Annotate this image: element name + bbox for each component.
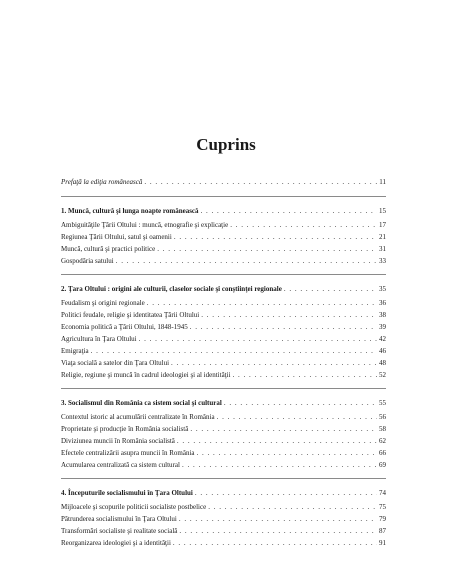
toc-chapter [61,488,386,498]
toc-entry-page: 17 [379,221,386,229]
toc-leader-dots [157,244,377,254]
toc-leader-dots [233,370,377,380]
toc-entry-page: 79 [379,515,386,523]
toc-entry [61,514,386,526]
toc-chapter [61,206,386,216]
chapter-divider [61,274,386,275]
toc-preface-label: Prefaţă la ediţia românească [61,178,143,186]
toc-entry [61,322,386,334]
toc-entry-page: 56 [379,413,386,421]
toc-leader-dots [139,334,377,344]
toc-leader-dots [201,310,377,320]
toc-leader-dots [173,538,377,548]
toc-entry-page: 33 [379,257,386,265]
toc-leader-dots [177,436,377,446]
toc-entry-label: Muncă, cultură şi practici politice [61,245,156,253]
toc-leader-dots [217,412,377,422]
toc-entry-page: 38 [379,311,386,319]
toc-entry-label: Efectele centralizării asupra muncii în România [61,449,195,457]
chapter-divider [61,478,386,479]
toc-entry-label: Contextul istoric al acumulării centralizate în România [61,413,215,421]
toc-leader-dots [208,502,377,512]
toc-entry [61,220,386,232]
toc-entry [61,334,386,346]
toc-leader-dots [190,424,377,434]
toc-entry [61,298,386,310]
toc-entry-page: 75 [379,503,386,511]
toc-entry-page: 39 [379,323,386,331]
toc-entry [61,460,386,472]
toc-leader-dots [230,220,377,230]
toc-entry-label: Politici feudale, religie şi identitatea Ţării Oltului [61,311,200,319]
toc-entry-label: Religie, regiune şi muncă în cadrul ideologiei şi al identităţii [61,371,231,379]
toc-leader-dots [147,298,377,308]
toc-chapter-page: 15 [379,207,386,215]
toc-leader-dots [91,346,377,356]
page-title: Cuprins [196,135,256,154]
toc-entry-page: 91 [379,539,386,547]
toc-entry-label: Viaţa socială a satelor din Ţara Oltului [61,359,170,367]
toc-entry-page: 31 [379,245,386,253]
toc-entry [61,448,386,460]
toc-leader-dots [174,232,377,242]
toc-leader-dots [284,284,377,294]
toc-entry-page: 48 [379,359,386,367]
toc-chapter-label: 1. Muncă, cultură şi lunga noapte românească [61,207,199,215]
toc-entry-label: Acumularea centralizată ca sistem cultural [61,461,180,469]
toc-leader-dots [201,206,377,216]
toc-entry-label: Transformări socialiste şi realitate socială [61,527,178,535]
toc-entry [61,310,386,322]
toc-entry-page: 36 [379,299,386,307]
toc-chapter-label: 2. Ţara Oltului : origini ale culturii, claselor sociale şi conştiinţei regionale [61,285,282,293]
toc-entry-page: 46 [379,347,386,355]
toc-leader-dots [171,358,377,368]
toc-entry [61,436,386,448]
toc-entry-label: Gospodăria satului [61,257,114,265]
toc-leader-dots [179,526,377,536]
toc-entry [61,232,386,244]
toc-entry-label: Diviziunea muncii în România socialistă [61,437,175,445]
toc-entry-page: 58 [379,425,386,433]
toc-entry [61,256,386,268]
toc-leader-dots [190,322,377,332]
chapter-divider [61,196,386,197]
toc-entry-page: 21 [379,233,386,241]
toc-leader-dots [197,448,377,458]
toc-chapter [61,284,386,294]
toc-leader-dots [224,398,377,408]
toc-leader-dots [195,488,377,498]
toc-entry [61,424,386,436]
toc-chapter-label: 3. Socialismul din România ca sistem social şi cultural [61,399,222,407]
toc-entry-page: 52 [379,371,386,379]
toc-entry-page: 42 [379,335,386,343]
toc-leader-dots [116,256,377,266]
toc-entry [61,502,386,514]
toc-preface-page: 11 [379,178,386,186]
toc-leader-dots [179,514,377,524]
toc-chapter-label: 4. Începuturile socialismului în Ţara Oltului [61,489,193,497]
toc-entry-label: Reorganizarea ideologiei şi a identităţii [61,539,171,547]
toc-entry [61,538,386,550]
toc-entry-label: Ambiguităţile Ţării Oltului : muncă, etnografie şi explicaţie [61,221,229,229]
toc-entry [61,526,386,538]
toc-entry-label: Proprietate şi producţie în România socialistă [61,425,189,433]
toc-entry-label: Feudalism şi origini regionale [61,299,145,307]
toc-entry-label: Economia politică a Ţării Oltului, 1848-1945 [61,323,188,331]
toc-entry [61,370,386,382]
toc-entry-page: 87 [379,527,386,535]
toc-entry [61,358,386,370]
toc-chapter-page: 35 [379,285,386,293]
toc-leader-dots [182,460,377,470]
toc-chapter [61,398,386,408]
toc-entry-page: 62 [379,437,386,445]
toc-leader-dots [144,177,377,187]
toc-chapter-page: 74 [379,489,386,497]
table-of-contents [61,177,386,550]
toc-entry-label: Emigraţia [61,347,89,355]
toc-entry-label: Regiunea Ţării Oltului, satul şi oamenii [61,233,172,241]
toc-entry-page: 69 [379,461,386,469]
toc-entry [61,346,386,358]
toc-entry-page: 66 [379,449,386,457]
toc-entry-label: Mijloacele şi scopurile politicii socialiste postbelice [61,503,207,511]
toc-entry [61,412,386,424]
toc-chapter-page: 55 [379,399,386,407]
toc-entry [61,244,386,256]
toc-preface [61,177,386,187]
toc-entry-label: Agricultura în Ţara Oltului [61,335,137,343]
toc-entry-label: Pătrunderea socialismului în Ţara Oltului [61,515,177,523]
chapter-divider [61,388,386,389]
